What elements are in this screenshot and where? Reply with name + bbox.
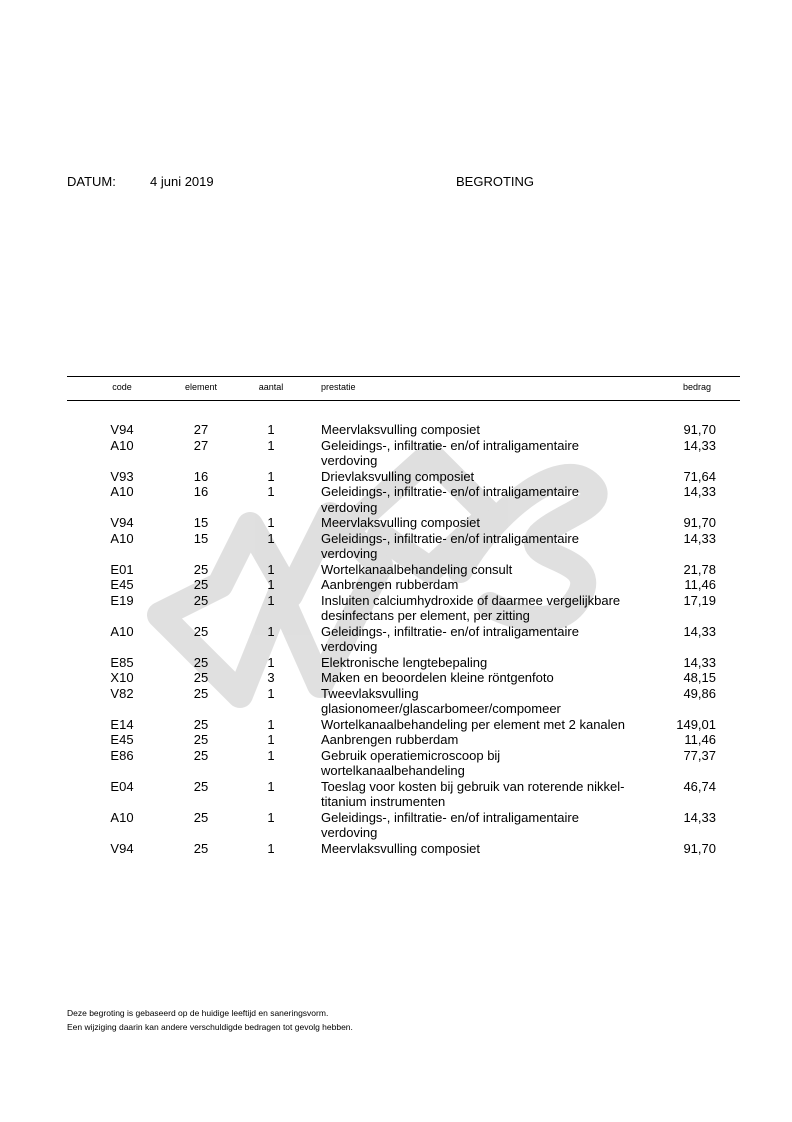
row-element: 15 xyxy=(193,515,209,530)
row-element: 25 xyxy=(193,561,209,577)
row-element: 25 xyxy=(193,809,209,825)
row-aantal: 1 xyxy=(267,716,275,732)
row-aantal: 1 xyxy=(267,592,275,608)
date-value: 4 juni 2019 xyxy=(150,174,214,189)
table-row xyxy=(0,748,792,779)
row-aantal: 1 xyxy=(267,747,275,763)
row-element: 27 xyxy=(193,437,209,453)
table-row xyxy=(0,810,792,841)
row-prestatie: Meervlaksvulling composiet xyxy=(321,515,480,530)
row-code: V94 xyxy=(110,515,134,530)
column-header-element: element xyxy=(184,382,218,392)
row-element: 25 xyxy=(193,623,209,639)
row-element: 25 xyxy=(193,840,209,856)
row-code: E04 xyxy=(110,778,134,794)
row-bedrag: 14,33 xyxy=(683,623,716,639)
row-aantal: 1 xyxy=(267,515,275,530)
row-element: 25 xyxy=(193,654,209,670)
row-bedrag: 49,86 xyxy=(683,685,716,701)
row-element: 25 xyxy=(193,685,209,701)
row-code: E85 xyxy=(110,654,134,670)
row-prestatie: Gebruik operatiemicroscoop bij wortelkanaalbehandeling xyxy=(321,747,501,778)
row-bedrag: 14,33 xyxy=(683,530,716,546)
row-aantal: 1 xyxy=(267,484,275,499)
table-row xyxy=(0,562,792,578)
row-element: 15 xyxy=(193,530,209,546)
row-element: 25 xyxy=(193,670,209,685)
row-element: 27 xyxy=(193,422,209,437)
row-code: E19 xyxy=(110,592,134,608)
row-prestatie: Aanbrengen rubberdam xyxy=(321,732,459,747)
table-row xyxy=(0,484,792,515)
row-code: X10 xyxy=(110,670,134,685)
table-row xyxy=(0,438,792,469)
row-aantal: 1 xyxy=(267,561,275,577)
row-bedrag: 91,70 xyxy=(683,840,716,856)
row-bedrag: 11,46 xyxy=(684,732,716,747)
row-bedrag: 14,33 xyxy=(683,809,716,825)
row-prestatie: Elektronische lengtebepaling xyxy=(321,654,488,670)
row-bedrag: 21,78 xyxy=(683,561,716,577)
row-prestatie: Geleidings-, infiltratie- en/of intraligamentaire verdoving xyxy=(321,530,579,561)
row-code: A10 xyxy=(110,623,134,639)
row-aantal: 1 xyxy=(267,654,275,670)
column-header-code: code xyxy=(112,382,132,392)
row-bedrag: 14,33 xyxy=(683,654,716,670)
row-element: 25 xyxy=(193,778,209,794)
column-header-aantal: aantal xyxy=(258,382,284,392)
table-row xyxy=(0,422,792,438)
row-prestatie: Geleidings-, infiltratie- en/of intraligamentaire verdoving xyxy=(321,437,579,468)
row-code: E45 xyxy=(110,577,134,592)
table-row xyxy=(0,732,792,748)
row-prestatie: Meervlaksvulling composiet xyxy=(321,422,480,437)
row-bedrag: 91,70 xyxy=(683,515,716,530)
row-element: 25 xyxy=(193,747,209,763)
row-aantal: 1 xyxy=(267,623,275,639)
row-prestatie: Geleidings-, infiltratie- en/of intraligamentaire verdoving xyxy=(321,484,579,515)
row-code: V94 xyxy=(110,840,134,856)
table-header-rule xyxy=(67,400,740,401)
row-aantal: 1 xyxy=(267,685,275,701)
table-row xyxy=(0,841,792,857)
row-code: E01 xyxy=(110,561,134,577)
row-element: 25 xyxy=(193,716,209,732)
row-prestatie: Geleidings-, infiltratie- en/of intraligamentaire verdoving xyxy=(321,809,579,840)
row-bedrag: 14,33 xyxy=(683,437,716,453)
table-top-rule xyxy=(67,376,740,377)
row-code: A10 xyxy=(110,809,134,825)
row-element: 16 xyxy=(193,468,209,484)
row-aantal: 1 xyxy=(267,840,275,856)
row-prestatie: Wortelkanaalbehandeling consult xyxy=(321,561,513,577)
row-code: V82 xyxy=(110,685,134,701)
footer-line-1: Deze begroting is gebaseerd op de huidige leeftijd en saneringsvorm. xyxy=(67,1008,329,1018)
table-row xyxy=(0,717,792,733)
row-aantal: 1 xyxy=(267,422,275,437)
row-aantal: 1 xyxy=(267,530,275,546)
row-bedrag: 14,33 xyxy=(683,484,716,499)
row-code: A10 xyxy=(110,530,134,546)
table-row xyxy=(0,515,792,531)
row-aantal: 1 xyxy=(267,778,275,794)
row-prestatie: Tweevlaksvulling glasionomeer/glascarbomeer/compomeer xyxy=(321,685,561,716)
row-element: 25 xyxy=(193,732,209,747)
row-aantal: 1 xyxy=(267,437,275,453)
table-row xyxy=(0,655,792,671)
table-row xyxy=(0,469,792,485)
table-row xyxy=(0,593,792,624)
row-code: V94 xyxy=(110,422,134,437)
table-row xyxy=(0,531,792,562)
table-row xyxy=(0,686,792,717)
row-code: A10 xyxy=(110,437,134,453)
row-bedrag: 149,01 xyxy=(676,716,716,732)
row-prestatie: Meervlaksvulling composiet xyxy=(321,840,480,856)
row-aantal: 1 xyxy=(267,809,275,825)
row-code: E45 xyxy=(110,732,134,747)
document-title: BEGROTING xyxy=(456,174,535,189)
row-aantal: 1 xyxy=(267,577,275,592)
row-element: 25 xyxy=(193,577,209,592)
table-row xyxy=(0,779,792,810)
row-bedrag: 11,46 xyxy=(684,577,716,592)
date-label: DATUM: xyxy=(67,174,116,189)
footer-line-2: Een wijziging daarin kan andere verschuldigde bedragen tot gevolg hebben. xyxy=(67,1022,353,1032)
row-code: E14 xyxy=(110,716,134,732)
row-prestatie: Toeslag voor kosten bij gebruik van roterende nikkel-titanium instrumenten xyxy=(321,778,625,809)
row-code: A10 xyxy=(110,484,134,499)
row-prestatie: Drievlaksvulling composiet xyxy=(321,468,475,484)
row-bedrag: 71,64 xyxy=(683,468,716,484)
row-prestatie: Insluiten calciumhydroxide of daarmee vergelijkbare desinfectans per element, per zitting xyxy=(321,592,621,623)
column-header-bedrag: bedrag xyxy=(682,382,711,392)
row-code: E86 xyxy=(110,747,134,763)
row-aantal: 3 xyxy=(267,670,275,685)
row-prestatie: Wortelkanaalbehandeling per element met 2 kanalen xyxy=(321,716,626,732)
row-bedrag: 17,19 xyxy=(683,592,716,608)
table-row xyxy=(0,577,792,593)
row-element: 25 xyxy=(193,592,209,608)
row-prestatie: Geleidings-, infiltratie- en/of intraligamentaire verdoving xyxy=(321,623,579,654)
row-bedrag: 77,37 xyxy=(683,747,716,763)
table-body xyxy=(0,422,792,856)
row-code: V93 xyxy=(110,468,134,484)
column-header-prestatie: prestatie xyxy=(321,382,356,392)
row-prestatie: Maken en beoordelen kleine röntgenfoto xyxy=(321,670,554,685)
table-row xyxy=(0,670,792,686)
table-row xyxy=(0,624,792,655)
row-bedrag: 91,70 xyxy=(683,422,716,437)
row-aantal: 1 xyxy=(267,468,275,484)
row-element: 16 xyxy=(193,484,209,499)
row-aantal: 1 xyxy=(267,732,275,747)
row-prestatie: Aanbrengen rubberdam xyxy=(321,577,459,592)
row-bedrag: 48,15 xyxy=(683,670,716,685)
row-bedrag: 46,74 xyxy=(683,778,716,794)
footer-note xyxy=(67,1006,353,1034)
